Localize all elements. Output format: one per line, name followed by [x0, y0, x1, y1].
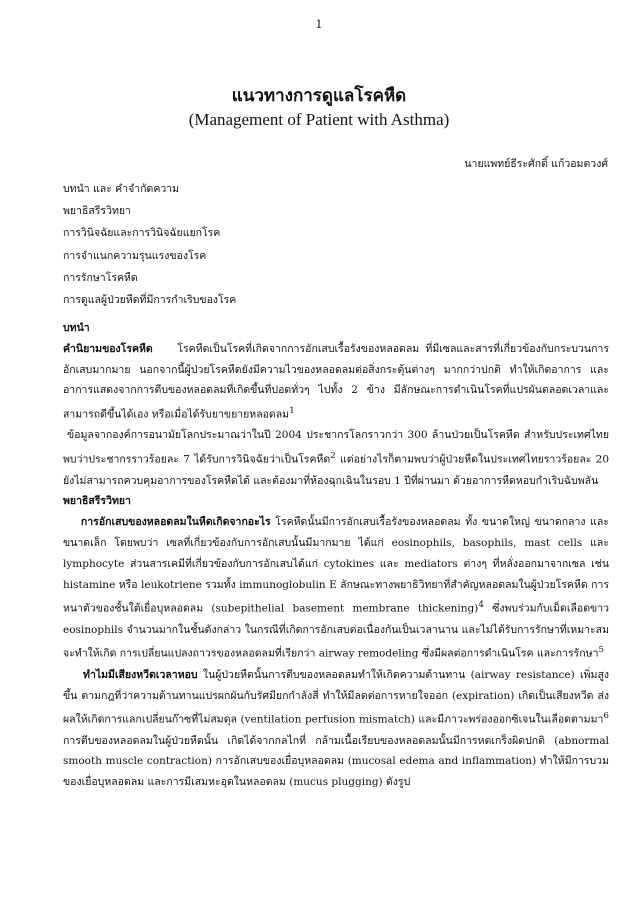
toc-item: บทนำ และ คำจำกัดความ: [63, 183, 180, 195]
patho-paragraph-2: [63, 665, 609, 793]
intro-text-2b: แต่อย่างไรก็ตามพบว่าผู้ป่วยหืดในประเทศไทยราวร้อยละ 20 ยังไม่สามารถควบคุมอาการของโรคหืดได้ และต้องมาที่ห้องฉุกเฉินในรอบ 1 ปีที่ผ่านมา ด้วยอาการหืดหอบกำเริบฉับพลัน: [63, 453, 609, 487]
patho-text-2a: ในผู้ป่วยหืดนั้นการตีบของหลอดลมทำให้เกิดความต้านทาน (airway resistance) เพิ่มสูงขึ้น ตามกฎที่ว่าความต้านทานแปรผกผันกับรัศมียกกำลังสี่ ทำให้มีลดต่อการหายใจออก (expiration) เกิดเป็นเสียงหวีด ส่งผลให้เกิดการแลกเปลี่ยนก๊าซที่ไม่สมดุล (ventilation perfusion mismatch) และมีภาวะพร่องออกซิเจนในเลือดตามมา: [63, 668, 609, 726]
title-thai: แนวทางการดูแลโรคหืด: [231, 86, 407, 106]
reference-2: 2: [330, 451, 336, 462]
patho-text-1b: ซึ่งพบร่วมกับเม็ดเลือดขาว eosinophils จำนวนมากในชั้นดังกล่าว ในกรณีที่เกิดการอักเสบต่อเนื่องกันเป็นเวลานาน และไม่ได้รับการรักษาที่เหมาะสม จะทำให้เกิด การเปลี่ยนแปลงถาวรของหลอดลมที่เรียกว่า airway remodeling ซึ่งมีผลต่อการดำเนินโรค และการรักษา: [63, 602, 609, 660]
patho-text-2b: การตีบของหลอดลมในผู้ป่วยหืดนั้น เกิดได้จากกลไกที่ กล้ามเนื้อเรียบของหลอดลมนั้นมีการหดเกร็งผิดปกติ (abnormal smooth muscle contraction) การอักเสบของเยื่อบุหลอดลม (mucosal edema and inflammation) ทำให้มีการบวมของเยื่อบุหลอดลม และการมีเสมหะอุดในหลอดลม (mucus plugging) ดังรูป: [63, 734, 609, 789]
reference-4: 4: [478, 600, 484, 611]
intro-text-1: โรคหืดเป็นโรคที่เกิดจากการอักเสบเรื้อรังของหลอดลม ที่มีเซลและสารที่เกี่ยวข้องกับกระบวนการอักเสบมากมาย นอกจากนี้ผู้ป่วยโรคหืดยังมีความไวของหลอดลมต่อสิ่งกระตุ้นต่างๆ มากกว่าปกติ ทำให้เกิดอาการ และอาการแสดงจากการตีบของหลอดลมที่เกิดขึ้นที่ปอดทั่วๆ ไปทั้ง 2 ข้าง มีลักษณะการดำเนินโรคที่แปรผันตลอดเวลาและสามารถดีขึ้นได้เอง หรือเมื่อได้รับยาขยายหลอดลม: [63, 342, 609, 421]
table-of-contents: [63, 178, 603, 311]
toc-item: การวินิจฉัยและการวินิจฉัยแยกโรค: [63, 227, 221, 240]
toc-item: การดูแลผู้ป่วยหืดที่มีการกำเริบของโรค: [63, 294, 237, 307]
title-english: (Management of Patient with Asthma): [188, 110, 450, 129]
toc-item: การจำแนกความรุนแรงของโรค: [63, 249, 207, 262]
intro-heading: บทนำ: [63, 322, 90, 334]
patho-heading: พยาธิสรีรวิทยา: [63, 495, 131, 508]
document-body: [63, 318, 609, 793]
intro-text-2a: ข้อมูลจากองค์การอนามัยโลกประมาณว่าในปี 2004 ประชากรโลกราวกว่า 300 ล้านป่วยเป็นโรคหืด สำหรับประเทศไทย พบว่าประชากรราวร้อยละ 7 ได้รับการวินิจฉัยว่าเป็นโรคหืด: [63, 429, 609, 466]
reference-5: 5: [598, 645, 605, 656]
toc-item: พยาธิสรีรวิทยา: [63, 205, 131, 218]
patho-paragraph-1: [63, 512, 609, 665]
inflammation-label: การอักเสบของหลอดลมในหืดเกิดจากอะไร: [80, 516, 271, 529]
toc-item: การรักษาโรคหืด: [63, 271, 138, 284]
definition-label: คำนิยามของโรคหืด: [63, 342, 153, 355]
page-number: 1: [315, 18, 323, 31]
reference-1: 1: [289, 406, 295, 417]
patho-text-1a: โรคหืดนั้นมีการอักเสบเรื้อรังของหลอดลม ทั้ง ขนาดใหญ่ ขนาดกลาง และขนาดเล็ก โดยพบว่า เซลที่เกี่ยวข้องกับการอักเสบนั้นมีมากมาย ได้แก่ eosinophils, basophils, mast cells และ lymphocyte ส่วนสารเคมีที่เกี่ยวข้องกับการอักเสบได้แก่ cytokines และ mediators ต่างๆ ที่หลั่งออกมาจากเซล เช่น histamine หรือ leukotriene รวมทั้ง immunoglobulin E ลักษณะทางพยาธิวิทยาที่สำคัญหลอดลมในผู้ป่วยโรคหืด การหนาตัวของชั้นใต้เยื่อบุหลอดลม (subepithelial basement membrane thickening): [63, 516, 609, 615]
intro-paragraph-2: [63, 425, 609, 491]
intro-paragraph-1: [63, 339, 609, 426]
author: นายแพทย์ธีระศักดิ์ แก้วอมตวงศ์: [464, 158, 608, 170]
reference-6: 6: [603, 711, 609, 722]
wheeze-label: ทำไมมีเสียงหวีดเวลาหอบ: [83, 668, 198, 681]
